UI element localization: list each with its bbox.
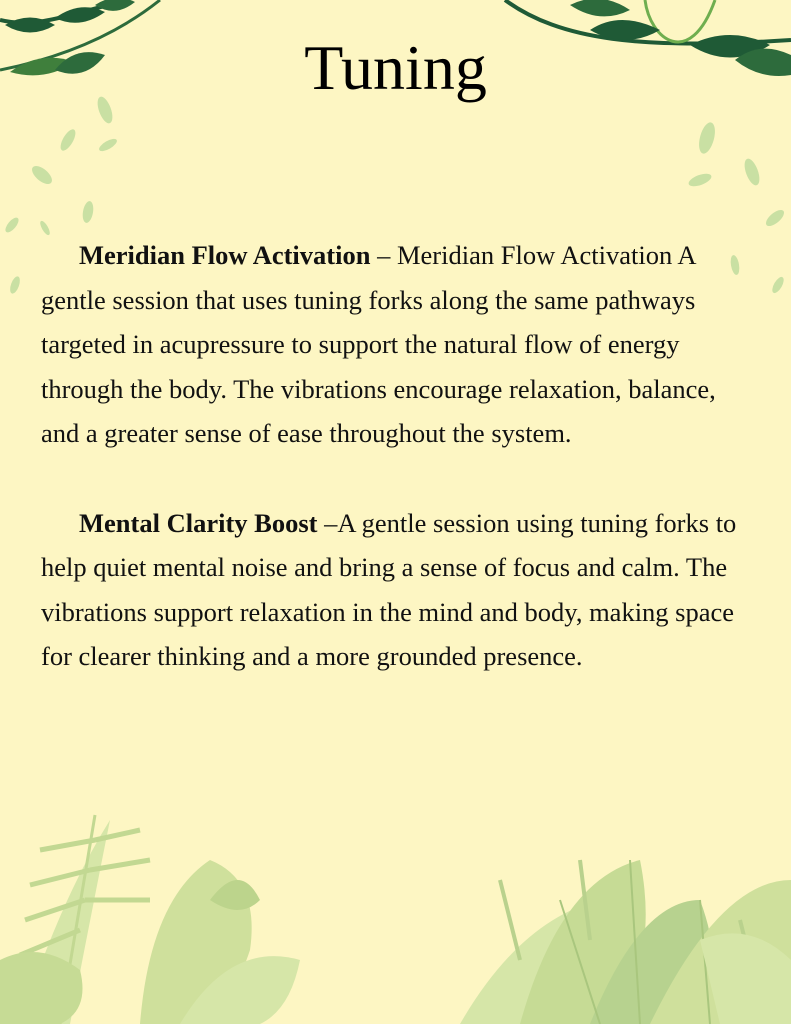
service-meridian-flow-activation [41,233,751,456]
service-separator: – [370,240,397,270]
services-list [41,233,751,724]
service-description: Meridian Flow Activation A gentle session that uses tuning forks along the same pathways targeted in acupressure to support the natural flow of energy through the body. The vibrations encourage relaxation, balance, and a greater sense of ease throughout the system. [41,240,716,449]
service-separator: – [317,507,338,538]
page-title: Tuning [304,32,487,103]
service-description: A gentle session using tuning forks to help quiet mental noise and bring a sense of focus and calm. The vibrations support relaxation in the mind and body, making space for clearer thinking and a more grounded presence. [41,507,737,672]
service-name: Mental Clarity Boost [79,507,318,538]
bottom-right-foliage [460,860,791,1024]
bottom-left-foliage [0,815,300,1024]
service-name: Meridian Flow Activation [79,240,371,270]
service-mental-clarity-boost [41,501,751,679]
